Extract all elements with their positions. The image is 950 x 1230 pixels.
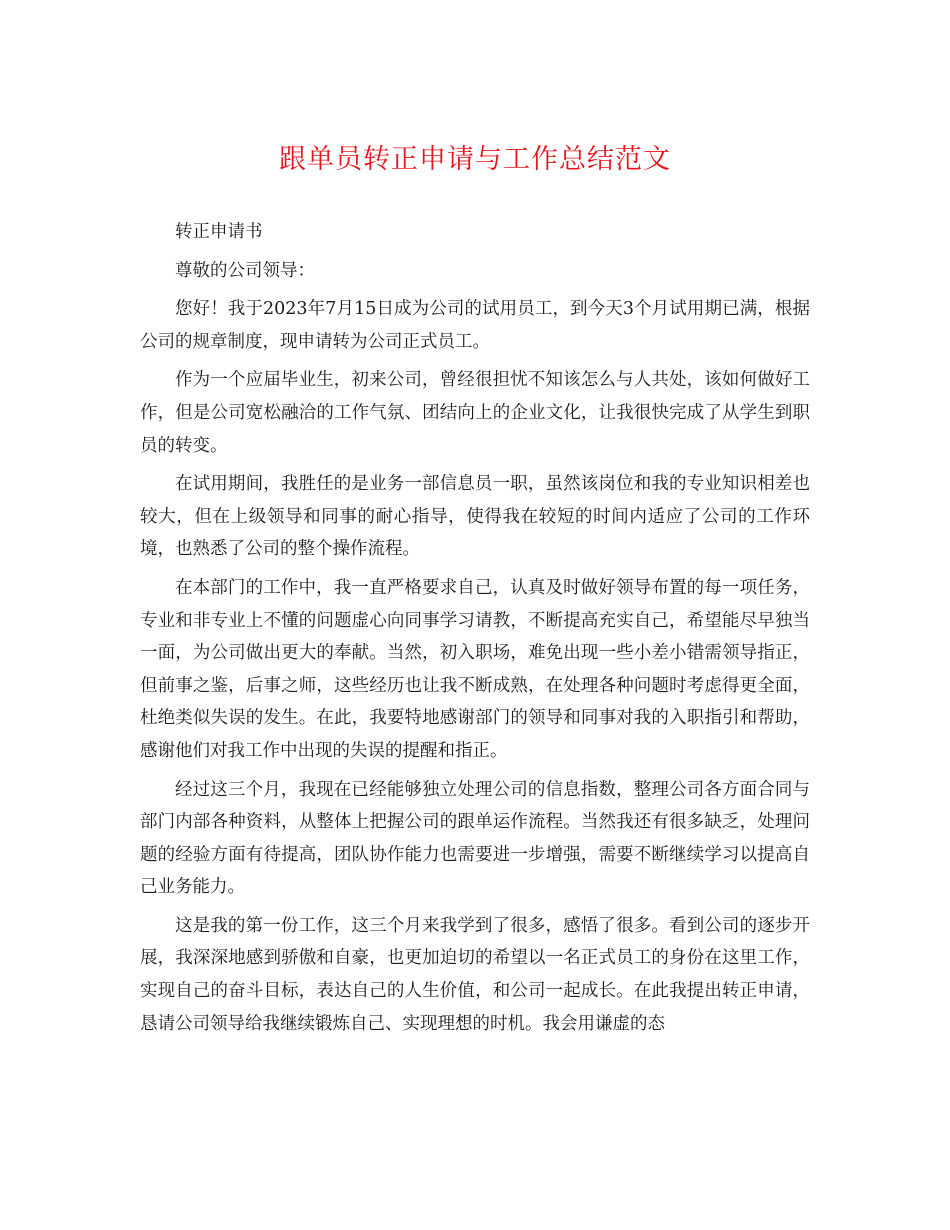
paragraph: 您好！我于2023年7月15日成为公司的试用员工，到今天3个月试用期已满，根据公司的规章制度，现申请转为公司正式员工。 bbox=[140, 299, 810, 352]
paragraph: 这是我的第一份工作，这三个月来我学到了很多，感悟了很多。看到公司的逐步开展，我深深地感到骄傲和自豪，也更加迫切的希望以一名正式员工的身份在这里工作，实现自己的奋斗目标，表达自己的人生价值，和公司一起成长。在此我提出转正申请，恳请公司领导给我继续锻炼自己、实现理想的时机。我会用谦虚的态 bbox=[140, 915, 810, 1034]
paragraph: 作为一个应届毕业生，初来公司，曾经很担忧不知该怎么与人共处，该如何做好工作，但是公司宽松融洽的工作气氛、团结向上的企业文化，让我很快完成了从学生到职员的转变。 bbox=[140, 370, 810, 456]
paragraph: 经过这三个月，我现在已经能够独立处理公司的信息指数，整理公司各方面合同与部门内部各种资料，从整体上把握公司的跟单运作流程。当然我还有很多缺乏，处理问题的经验方面有待提高，团队协作能力也需要进一步增强，需要不断继续学习以提高自己业务能力。 bbox=[140, 779, 810, 898]
document-body bbox=[140, 216, 810, 1046]
paragraph-heading: 转正申请书 bbox=[175, 222, 263, 242]
paragraph-salutation: 尊敬的公司领导： bbox=[175, 260, 315, 281]
document-title: 跟单员转正申请与工作总结范文 bbox=[279, 144, 671, 175]
paragraph: 在试用期间，我胜任的是业务一部信息员一职，虽然该岗位和我的专业知识相差也较大，但在上级领导和同事的耐心指导，使得我在较短的时间内适应了公司的工作环境，也熟悉了公司的整个操作流程。 bbox=[140, 474, 810, 560]
paragraph: 在本部门的工作中，我一直严格要求自己，认真及时做好领导布置的每一项任务，专业和非专业上不懂的问题虚心向同事学习请教，不断提高充实自己，希望能尽早独当一面，为公司做出更大的奉献。当然，初入职场，难免出现一些小差小错需领导指正，但前事之鉴，后事之师，这些经历也让我不断成熟，在处理各种问题时考虑得更全面，杜绝类似失误的发生。在此，我要特地感谢部门的领导和同事对我的入职指引和帮助，感谢他们对我工作中出现的失误的提醒和指正。 bbox=[140, 577, 810, 761]
